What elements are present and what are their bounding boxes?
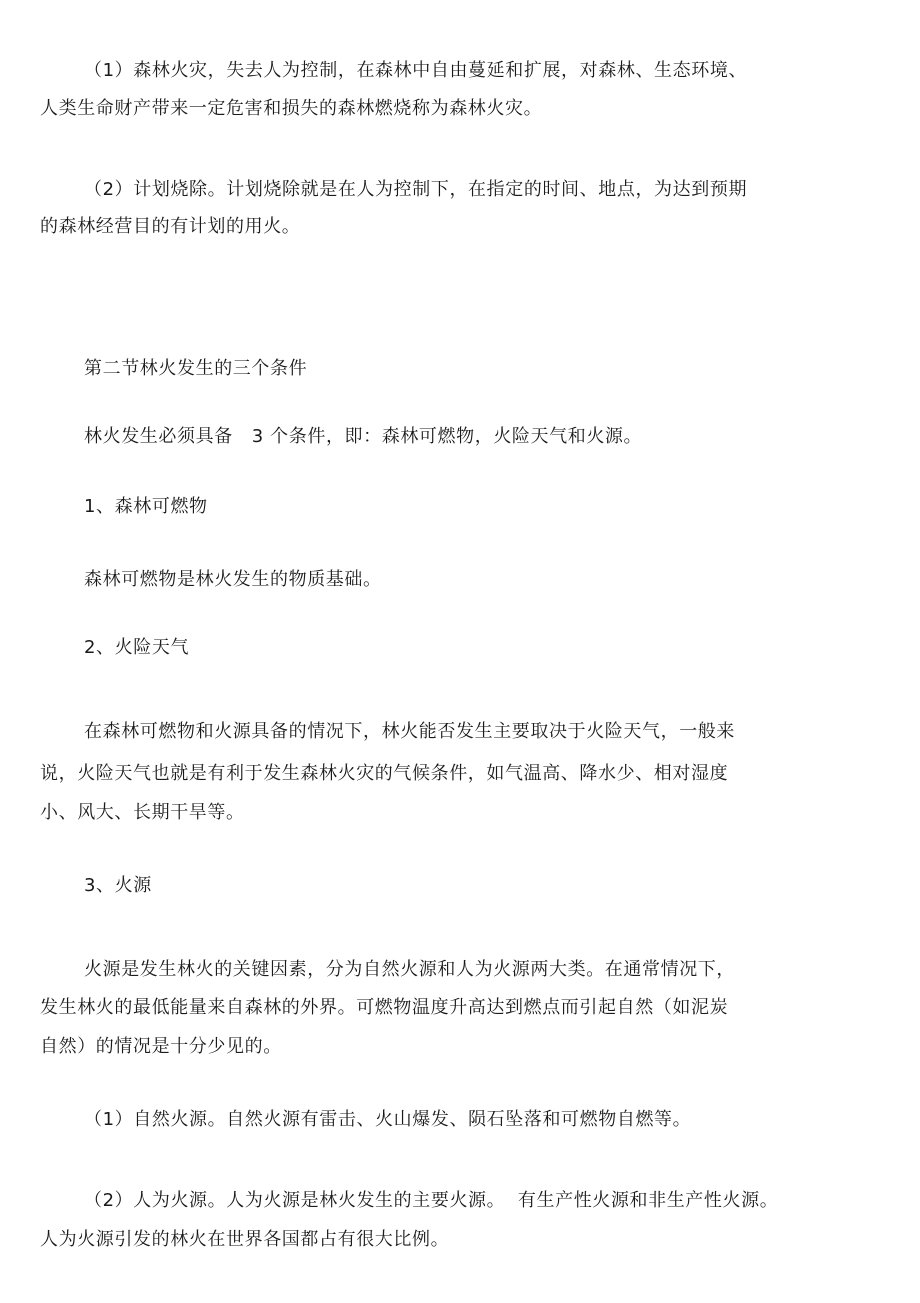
human-fire-source-line-2: 人为火源引发的林火在世界各国都占有很大比例。 [40,1229,450,1250]
item-2-heading: 2、火险天气 [84,637,190,658]
item-1-heading: 1、森林可燃物 [84,496,208,517]
section-intro: 林火发生必须具备 3 个条件，即：森林可燃物，火险天气和火源。 [84,426,643,447]
item-3-line-2: 发生林火的最低能量来自森林的外界。可燃物温度升高达到燃点而引起自然（如泥炭 [40,997,729,1018]
forest-fire-definition-line-2: 人类生命财产带来一定危害和损失的森林燃烧称为森林火灾。 [40,98,543,119]
item-1-body: 森林可燃物是林火发生的物质基础。 [84,569,382,590]
item-2-line-1: 在森林可燃物和火源具备的情况下，林火能否发生主要取决于火险天气，一般来 [84,721,735,742]
item-3-line-1: 火源是发生林火的关键因素，分为自然火源和人为火源两大类。在通常情况下， [84,959,735,980]
item-2-line-3: 小、风大、长期干旱等。 [40,802,245,823]
item-3-heading: 3、火源 [84,875,152,896]
natural-fire-source: （1）自然火源。自然火源有雷击、火山爆发、陨石坠落和可燃物自燃等。 [84,1109,692,1130]
planned-burning-definition-line-1: （2）计划烧除。计划烧除就是在人为控制下，在指定的时间、地点，为达到预期 [84,179,748,200]
forest-fire-definition-line-1: （1）森林火灾，失去人为控制，在森林中自由蔓延和扩展，对森林、生态环境、 [84,60,748,81]
item-3-line-3: 自然）的情况是十分少见的。 [40,1036,282,1057]
planned-burning-definition-line-2: 的森林经营目的有计划的用火。 [40,216,301,237]
section-title: 第二节林火发生的三个条件 [84,358,308,379]
item-2-line-2: 说，火险天气也就是有利于发生森林火灾的气候条件，如气温高、降水少、相对湿度 [40,763,729,784]
human-fire-source-line-1: （2）人为火源。人为火源是林火发生的主要火源。 有生产性火源和非生产性火源。 [84,1190,779,1211]
